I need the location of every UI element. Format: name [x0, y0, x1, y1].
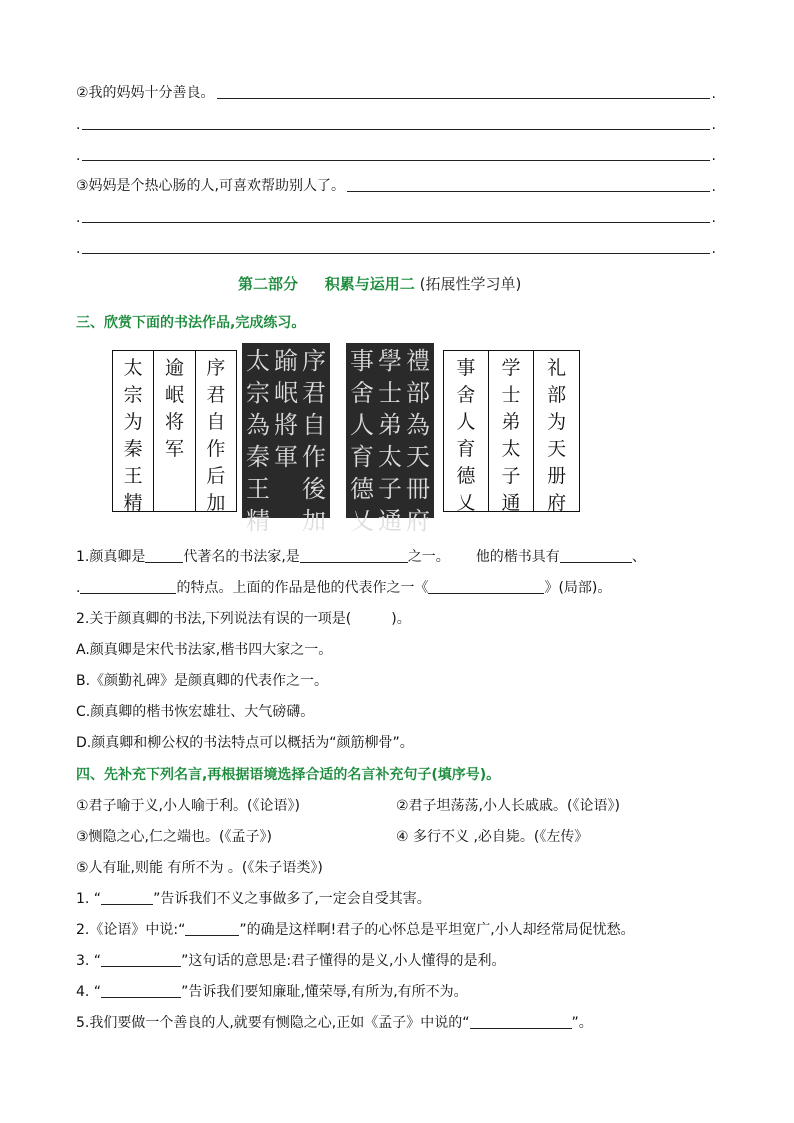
proverb-row: ②君子坦荡荡,小人长戚戚。(《论语》)	[396, 798, 620, 814]
rubbing2-char: 育	[350, 443, 374, 471]
box2-char: 育	[456, 438, 476, 460]
box2-column	[444, 351, 488, 514]
rubbing1-char: 作	[302, 443, 326, 471]
box1-char: 精	[123, 492, 143, 514]
rubbing1-char: 踰	[274, 347, 298, 375]
rubbing2-column	[404, 343, 432, 535]
row-prompt: ③妈妈是个热心肠的人,可喜欢帮助别人了。	[76, 178, 345, 194]
rubbing2-char: 士	[378, 379, 402, 407]
rubbing1-char: 君	[302, 379, 326, 407]
answer-blank[interactable]	[101, 890, 153, 905]
rubbing1-column	[272, 343, 300, 518]
box1-char: 序	[206, 357, 226, 379]
rubbing1-column	[300, 343, 328, 535]
rubbing1-char: 自	[302, 411, 326, 439]
box1-char: 军	[164, 438, 184, 460]
rubbing2-char: 冊	[406, 475, 430, 503]
rubbing2-char: 通	[378, 507, 402, 535]
rubbing1-char: 序	[302, 347, 326, 375]
answer-blank[interactable]	[80, 579, 176, 594]
answer-blank[interactable]	[470, 1014, 572, 1029]
rubbing2-char: 德	[350, 475, 374, 503]
rubbing2-char: 弟	[378, 411, 402, 439]
rubbing2-char: 部	[406, 379, 430, 407]
box2-char: 弟	[501, 411, 521, 433]
rubbing1-char: 岷	[274, 379, 298, 407]
option-d[interactable]: D.颜真卿和柳公权的书法特点可以概括为“颜筋柳骨”。	[76, 735, 414, 751]
writing-row[interactable]: . .	[76, 210, 716, 226]
box1-char: 岷	[164, 384, 184, 406]
q3-heading: 三、欣赏下面的书法作品,完成练习。	[76, 315, 306, 331]
rubbing1-char: 秦	[246, 443, 270, 471]
answer-blank[interactable]	[560, 548, 632, 563]
box2-char: 事	[456, 357, 476, 379]
box2-char: 德	[456, 465, 476, 487]
box2-char: 子	[501, 465, 521, 487]
writing-row[interactable]: ③妈妈是个热心肠的人,可喜欢帮助别人了。 .	[76, 175, 716, 195]
rubbing2-char: 乂	[350, 507, 374, 535]
rubbing2-char: 學	[378, 347, 402, 375]
rubbing2-column	[348, 343, 376, 535]
box1-char: 加	[206, 492, 226, 514]
rubbing2-char: 太	[378, 443, 402, 471]
rubbing2-char: 人	[350, 411, 374, 439]
writing-row[interactable]: . .	[76, 148, 716, 164]
q4-item-2: 2.《论语》中说:“ ”的确是这样啊!君子的心怀总是平坦宽广,小人却经常局促忧愁。	[76, 922, 635, 938]
rubbing1-column	[244, 343, 272, 535]
rubbing1-char: 精	[246, 507, 270, 535]
q4-heading: 四、先补充下列名言,再根据语境选择合适的名言补充句子(填序号)。	[76, 767, 501, 783]
q4-item-1: 1. “ ”告诉我们不义之事做多了,一定会自受其害。	[76, 891, 431, 907]
box1-char: 作	[206, 438, 226, 460]
rubbing2-char: 為	[406, 411, 430, 439]
rubbing1-char: 為	[246, 411, 270, 439]
box2-char: 学	[501, 357, 521, 379]
answer-blank[interactable]	[185, 921, 239, 936]
proverb-row: ①君子喻于义,小人喻于利。(《论语》)	[76, 798, 300, 814]
box2-char: 太	[501, 438, 521, 460]
calligraphy-transcription-left	[112, 350, 237, 512]
rubbing2-char: 子	[378, 475, 402, 503]
answer-blank[interactable]	[145, 548, 183, 563]
box1-char: 为	[123, 411, 143, 433]
option-b[interactable]: B.《颜勤礼碑》是颜真卿的代表作之一。	[76, 673, 329, 689]
box1-char: 逾	[164, 357, 184, 379]
box2-char: 通	[501, 492, 521, 514]
rubbing2-column	[376, 343, 404, 535]
rubbing1-char: 太	[246, 347, 270, 375]
q3-item-1-cont: . 的特点。上面的作品是他的代表作之一《 》(局部)。	[76, 580, 612, 596]
writing-row[interactable]: . .	[76, 241, 716, 257]
box1-char: 将	[164, 411, 184, 433]
rubbing2-char: 禮	[406, 347, 430, 375]
proverb-row: ④ 多行不义 ,必自毙。(《左传》	[396, 829, 589, 845]
box2-char: 天	[547, 438, 567, 460]
box2-char: 舍	[456, 384, 476, 406]
rubbing1-char: 宗	[246, 379, 270, 407]
part-label: 第二部分	[238, 275, 299, 293]
rubbing-image-left	[242, 343, 330, 535]
box1-column	[113, 351, 153, 514]
writing-row[interactable]: ②我的妈妈十分善良。 .	[76, 82, 716, 102]
box2-char: 乂	[456, 492, 476, 514]
box2-char: 人	[456, 411, 476, 433]
box1-column	[153, 351, 194, 511]
writing-row[interactable]: . .	[76, 117, 716, 133]
rubbing1-char: 後	[302, 475, 326, 503]
box2-char: 礼	[547, 357, 567, 379]
answer-blank[interactable]	[101, 983, 181, 998]
box1-char: 后	[206, 465, 226, 487]
part-title: 积累与运用二	[324, 275, 415, 293]
q4-item-5: 5.我们要做一个善良的人,就要有恻隐之心,正如《孟子》中说的“ ”。	[76, 1015, 593, 1031]
q3-item-2: 2.关于颜真卿的书法,下列说法有误的一项是( )。	[76, 611, 411, 627]
option-c[interactable]: C.颜真卿的楷书恢宏雄壮、大气磅礴。	[76, 704, 315, 720]
rubbing-image-right	[346, 343, 434, 535]
proverb-row: ⑤人有耻,则能 有所不为 。(《朱子语类》)	[76, 860, 323, 876]
rubbing1-char: 軍	[274, 443, 298, 471]
option-a[interactable]: A.颜真卿是宋代书法家,楷书四大家之一。	[76, 642, 333, 658]
box1-char: 宗	[123, 384, 143, 406]
box2-column	[488, 351, 534, 514]
box1-char: 太	[123, 357, 143, 379]
rubbing1-char: 王	[246, 475, 270, 503]
rubbing1-char: 加	[302, 507, 326, 535]
box2-char: 府	[547, 492, 567, 514]
answer-blank[interactable]	[428, 579, 544, 594]
q4-item-3: 3. “ ”这句话的意思是:君子懂得的是义,小人懂得的是利。	[76, 953, 506, 969]
box2-char: 册	[547, 465, 567, 487]
q3-item-1: 1.颜真卿是 代著名的书法家,是 之一。 他的楷书具有 、	[76, 549, 646, 565]
box1-char: 秦	[123, 438, 143, 460]
box2-char: 为	[547, 411, 567, 433]
rubbing2-char: 舍	[350, 379, 374, 407]
part-subtitle: (拓展性学习单)	[419, 275, 522, 293]
proverb-row: ③恻隐之心,仁之端也。(《孟子》)	[76, 829, 272, 845]
box2-char: 士	[501, 384, 521, 406]
row-prompt: ②我的妈妈十分善良。	[76, 85, 215, 101]
answer-blank[interactable]	[101, 952, 181, 967]
rubbing2-char: 天	[406, 443, 430, 471]
section-title	[238, 273, 521, 294]
box2-char: 部	[547, 384, 567, 406]
rubbing1-char: 將	[274, 411, 298, 439]
box1-char: 君	[206, 384, 226, 406]
rubbing2-char: 事	[350, 347, 374, 375]
answer-blank[interactable]	[300, 548, 408, 563]
calligraphy-transcription-right	[443, 350, 580, 512]
box1-column	[195, 351, 236, 514]
q4-item-4: 4. “ ”告诉我们要知廉耻,懂荣辱,有所为,有所不为。	[76, 984, 468, 1000]
box1-char: 自	[206, 411, 226, 433]
rubbing2-char: 府	[406, 507, 430, 535]
box1-char: 王	[123, 465, 143, 487]
box2-column	[533, 351, 579, 514]
